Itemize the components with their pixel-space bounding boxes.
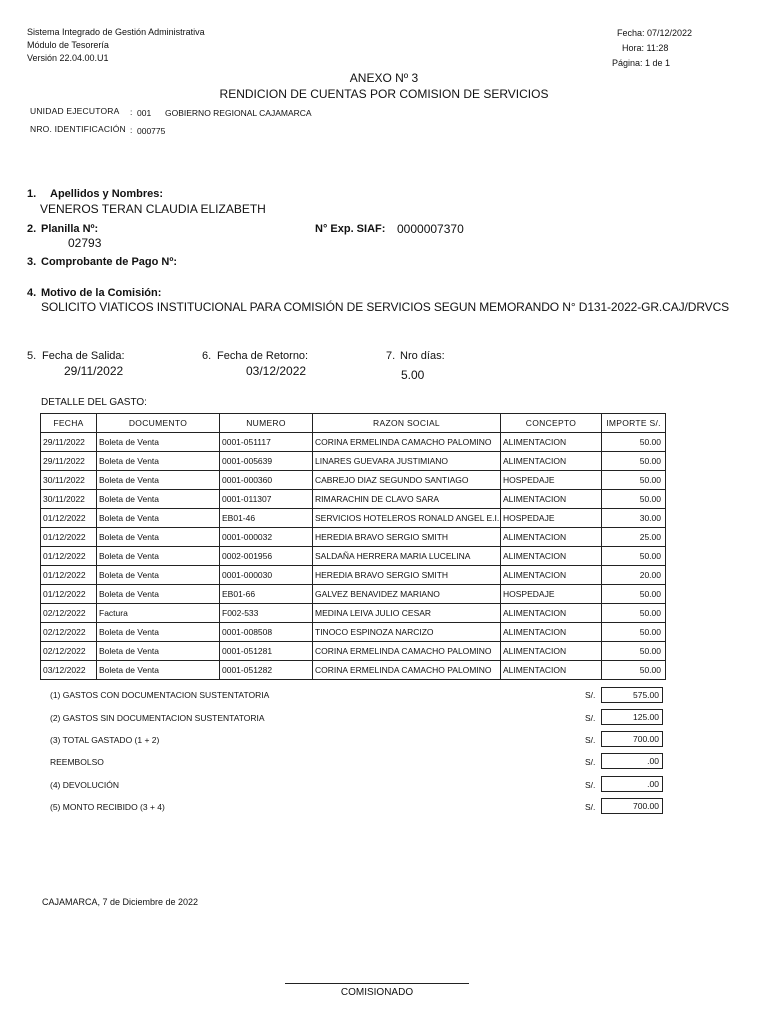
table-row — [41, 547, 666, 566]
dias-label: Nro días: — [400, 350, 445, 362]
signature-line — [285, 983, 469, 984]
id-label: NRO. IDENTIFICACIÓN — [30, 124, 126, 134]
cell-numero: 0001-051117 — [220, 433, 313, 452]
salida-label: Fecha de Salida: — [42, 350, 125, 362]
cell-numero: 0001-000030 — [220, 566, 313, 585]
salida-value: 29/11/2022 — [64, 364, 124, 378]
cell-documento: Boleta de Venta — [97, 433, 220, 452]
monto-recibido-label: (5) MONTO RECIBIDO (3 + 4) — [50, 802, 165, 812]
cell-importe: 25.00 — [602, 528, 666, 547]
total-sin-doc-label: (2) GASTOS SIN DOCUMENTACION SUSTENTATORIA — [50, 713, 265, 723]
cell-importe: 30.00 — [602, 509, 666, 528]
apellidos-label: Apellidos y Nombres: — [50, 188, 164, 200]
cell-razon-social: SALDAÑA HERRERA MARIA LUCELINA — [313, 547, 501, 566]
cell-documento: Boleta de Venta — [97, 566, 220, 585]
table-row — [41, 566, 666, 585]
cell-razon-social: CABREJO DIAZ SEGUNDO SANTIAGO — [313, 471, 501, 490]
cell-numero: 0001-000360 — [220, 471, 313, 490]
unit-name: GOBIERNO REGIONAL CAJAMARCA — [165, 108, 312, 118]
detalle-title: DETALLE DEL GASTO: — [41, 397, 147, 408]
cell-numero: EB01-46 — [220, 509, 313, 528]
cell-razon-social: HEREDIA BRAVO SERGIO SMITH — [313, 528, 501, 547]
cell-documento: Boleta de Venta — [97, 471, 220, 490]
cell-concepto: ALIMENTACION — [501, 566, 602, 585]
place-date: CAJAMARCA, 7 de Diciembre de 2022 — [42, 897, 199, 907]
cell-razon-social: TINOCO ESPINOZA NARCIZO — [313, 623, 501, 642]
monto-recibido-currency: S/. — [585, 802, 596, 812]
cell-concepto: HOSPEDAJE — [501, 509, 602, 528]
table-row — [41, 642, 666, 661]
devolucion-label: (4) DEVOLUCIÓN — [50, 780, 119, 790]
cell-documento: Boleta de Venta — [97, 585, 220, 604]
cell-fecha: 01/12/2022 — [41, 566, 97, 585]
table-row — [41, 490, 666, 509]
table-header-row — [41, 414, 666, 433]
col-concepto: CONCEPTO — [501, 414, 602, 433]
cell-numero: EB01-66 — [220, 585, 313, 604]
cell-razon-social: CORINA ERMELINDA CAMACHO PALOMINO — [313, 661, 501, 680]
cell-importe: 50.00 — [602, 490, 666, 509]
table-row — [41, 471, 666, 490]
dias-value: 5.00 — [401, 368, 425, 382]
cell-documento: Boleta de Venta — [97, 452, 220, 471]
cell-numero: 0001-000032 — [220, 528, 313, 547]
detalle-table — [40, 413, 666, 680]
id-value: 000775 — [137, 126, 166, 136]
total-sin-doc-value: 125.00 — [601, 709, 663, 725]
cell-documento: Boleta de Venta — [97, 528, 220, 547]
cell-numero: 0001-051282 — [220, 661, 313, 680]
total-gastado-value: 700.00 — [601, 731, 663, 747]
cell-razon-social: SERVICIOS HOTELEROS RONALD ANGEL E.I. — [313, 509, 501, 528]
field-4-number: 4. — [27, 287, 37, 299]
col-documento: DOCUMENTO — [97, 414, 220, 433]
cell-concepto: ALIMENTACION — [501, 433, 602, 452]
cell-documento: Factura — [97, 604, 220, 623]
cell-importe: 50.00 — [602, 642, 666, 661]
siaf-label: N° Exp. SIAF: — [315, 223, 386, 235]
table-row — [41, 604, 666, 623]
cell-numero: F002-533 — [220, 604, 313, 623]
cell-fecha: 01/12/2022 — [41, 528, 97, 547]
field-1-number: 1. — [27, 188, 37, 200]
cell-concepto: HOSPEDAJE — [501, 585, 602, 604]
field-5-number: 5. — [27, 350, 37, 362]
cell-concepto: ALIMENTACION — [501, 642, 602, 661]
cell-razon-social: CORINA ERMELINDA CAMACHO PALOMINO — [313, 433, 501, 452]
cell-razon-social: MEDINA LEIVA JULIO CESAR — [313, 604, 501, 623]
cell-concepto: ALIMENTACION — [501, 661, 602, 680]
field-6-number: 6. — [202, 350, 212, 362]
cell-importe: 50.00 — [602, 433, 666, 452]
cell-fecha: 30/11/2022 — [41, 490, 97, 509]
cell-fecha: 01/12/2022 — [41, 585, 97, 604]
total-con-doc-label: (1) GASTOS CON DOCUMENTACION SUSTENTATORIA — [50, 690, 270, 700]
system-name: Sistema Integrado de Gestión Administrativa — [27, 27, 205, 37]
col-razon-social: RAZON SOCIAL — [313, 414, 501, 433]
field-2-number: 2. — [27, 223, 37, 235]
cell-razon-social: HEREDIA BRAVO SERGIO SMITH — [313, 566, 501, 585]
report-time: Hora: 11:28 — [622, 43, 669, 53]
field-3-number: 3. — [27, 256, 37, 268]
cell-razon-social: LINARES GUEVARA JUSTIMIANO — [313, 452, 501, 471]
siaf-value: 0000007370 — [397, 222, 464, 236]
monto-recibido-value: 700.00 — [601, 798, 663, 814]
total-con-doc-currency: S/. — [585, 690, 596, 700]
col-numero: NUMERO — [220, 414, 313, 433]
cell-documento: Boleta de Venta — [97, 490, 220, 509]
reembolso-label: REEMBOLSO — [50, 757, 104, 767]
cell-fecha: 01/12/2022 — [41, 509, 97, 528]
planilla-label: Planilla Nº: — [41, 223, 99, 235]
col-importe: IMPORTE S/. — [602, 414, 666, 433]
cell-numero: 0002-001956 — [220, 547, 313, 566]
cell-fecha: 02/12/2022 — [41, 642, 97, 661]
reembolso-currency: S/. — [585, 757, 596, 767]
table-row — [41, 585, 666, 604]
page-title: RENDICION DE CUENTAS POR COMISION DE SERVICIOS — [219, 87, 549, 101]
cell-numero: 0001-051281 — [220, 642, 313, 661]
field-7-number: 7. — [386, 350, 396, 362]
comprobante-label: Comprobante de Pago Nº: — [41, 256, 178, 268]
unit-label: UNIDAD EJECUTORA — [30, 106, 120, 116]
cell-concepto: ALIMENTACION — [501, 528, 602, 547]
cell-fecha: 02/12/2022 — [41, 623, 97, 642]
cell-documento: Boleta de Venta — [97, 642, 220, 661]
table-row — [41, 623, 666, 642]
page-number: Página: 1 de 1 — [612, 58, 671, 68]
cell-concepto: ALIMENTACION — [501, 490, 602, 509]
cell-fecha: 29/11/2022 — [41, 452, 97, 471]
cell-documento: Boleta de Venta — [97, 623, 220, 642]
reembolso-value: .00 — [601, 753, 663, 769]
planilla-value: 02793 — [68, 236, 102, 250]
cell-fecha: 30/11/2022 — [41, 471, 97, 490]
id-sep: : — [130, 125, 133, 135]
cell-concepto: HOSPEDAJE — [501, 471, 602, 490]
apellidos-value: VENEROS TERAN CLAUDIA ELIZABETH — [40, 202, 266, 216]
cell-documento: Boleta de Venta — [97, 661, 220, 680]
cell-fecha: 03/12/2022 — [41, 661, 97, 680]
cell-importe: 50.00 — [602, 623, 666, 642]
devolucion-value: .00 — [601, 776, 663, 792]
annex-title: ANEXO Nº 3 — [349, 71, 419, 85]
cell-documento: Boleta de Venta — [97, 547, 220, 566]
unit-code: 001 — [137, 108, 152, 118]
table-row — [41, 433, 666, 452]
total-con-doc-value: 575.00 — [601, 687, 663, 703]
cell-importe: 50.00 — [602, 452, 666, 471]
cell-concepto: ALIMENTACION — [501, 623, 602, 642]
report-date: Fecha: 07/12/2022 — [617, 28, 693, 38]
table-row — [41, 661, 666, 680]
cell-importe: 50.00 — [602, 585, 666, 604]
cell-fecha: 02/12/2022 — [41, 604, 97, 623]
retorno-label: Fecha de Retorno: — [217, 350, 309, 362]
cell-importe: 50.00 — [602, 471, 666, 490]
cell-fecha: 01/12/2022 — [41, 547, 97, 566]
cell-documento: Boleta de Venta — [97, 509, 220, 528]
total-sin-doc-currency: S/. — [585, 713, 596, 723]
retorno-value: 03/12/2022 — [246, 364, 307, 378]
cell-razon-social: RIMARACHIN DE CLAVO SARA — [313, 490, 501, 509]
cell-fecha: 29/11/2022 — [41, 433, 97, 452]
cell-concepto: ALIMENTACION — [501, 604, 602, 623]
cell-concepto: ALIMENTACION — [501, 547, 602, 566]
cell-numero: 0001-008508 — [220, 623, 313, 642]
cell-importe: 50.00 — [602, 604, 666, 623]
signature-label: COMISIONADO — [340, 987, 414, 998]
table-row — [41, 528, 666, 547]
cell-concepto: ALIMENTACION — [501, 452, 602, 471]
cell-importe: 20.00 — [602, 566, 666, 585]
total-gastado-currency: S/. — [585, 735, 596, 745]
table-row — [41, 509, 666, 528]
cell-numero: 0001-011307 — [220, 490, 313, 509]
table-row — [41, 452, 666, 471]
motivo-label: Motivo de la Comisión: — [41, 287, 162, 299]
devolucion-currency: S/. — [585, 780, 596, 790]
unit-sep: : — [130, 107, 133, 117]
module-name: Módulo de Tesorería — [27, 40, 109, 50]
cell-razon-social: GALVEZ BENAVIDEZ MARIANO — [313, 585, 501, 604]
cell-importe: 50.00 — [602, 547, 666, 566]
cell-razon-social: CORINA ERMELINDA CAMACHO PALOMINO — [313, 642, 501, 661]
motivo-value: SOLICITO VIATICOS INSTITUCIONAL PARA COMISIÓN DE SERVICIOS SEGUN MEMORANDO N° D131-2022-GR.CAJ/DRVCS — [41, 300, 730, 314]
col-fecha: FECHA — [41, 414, 97, 433]
cell-importe: 50.00 — [602, 661, 666, 680]
version-text: Versión 22.04.00.U1 — [27, 53, 109, 63]
cell-numero: 0001-005639 — [220, 452, 313, 471]
total-gastado-label: (3) TOTAL GASTADO (1 + 2) — [50, 735, 160, 745]
